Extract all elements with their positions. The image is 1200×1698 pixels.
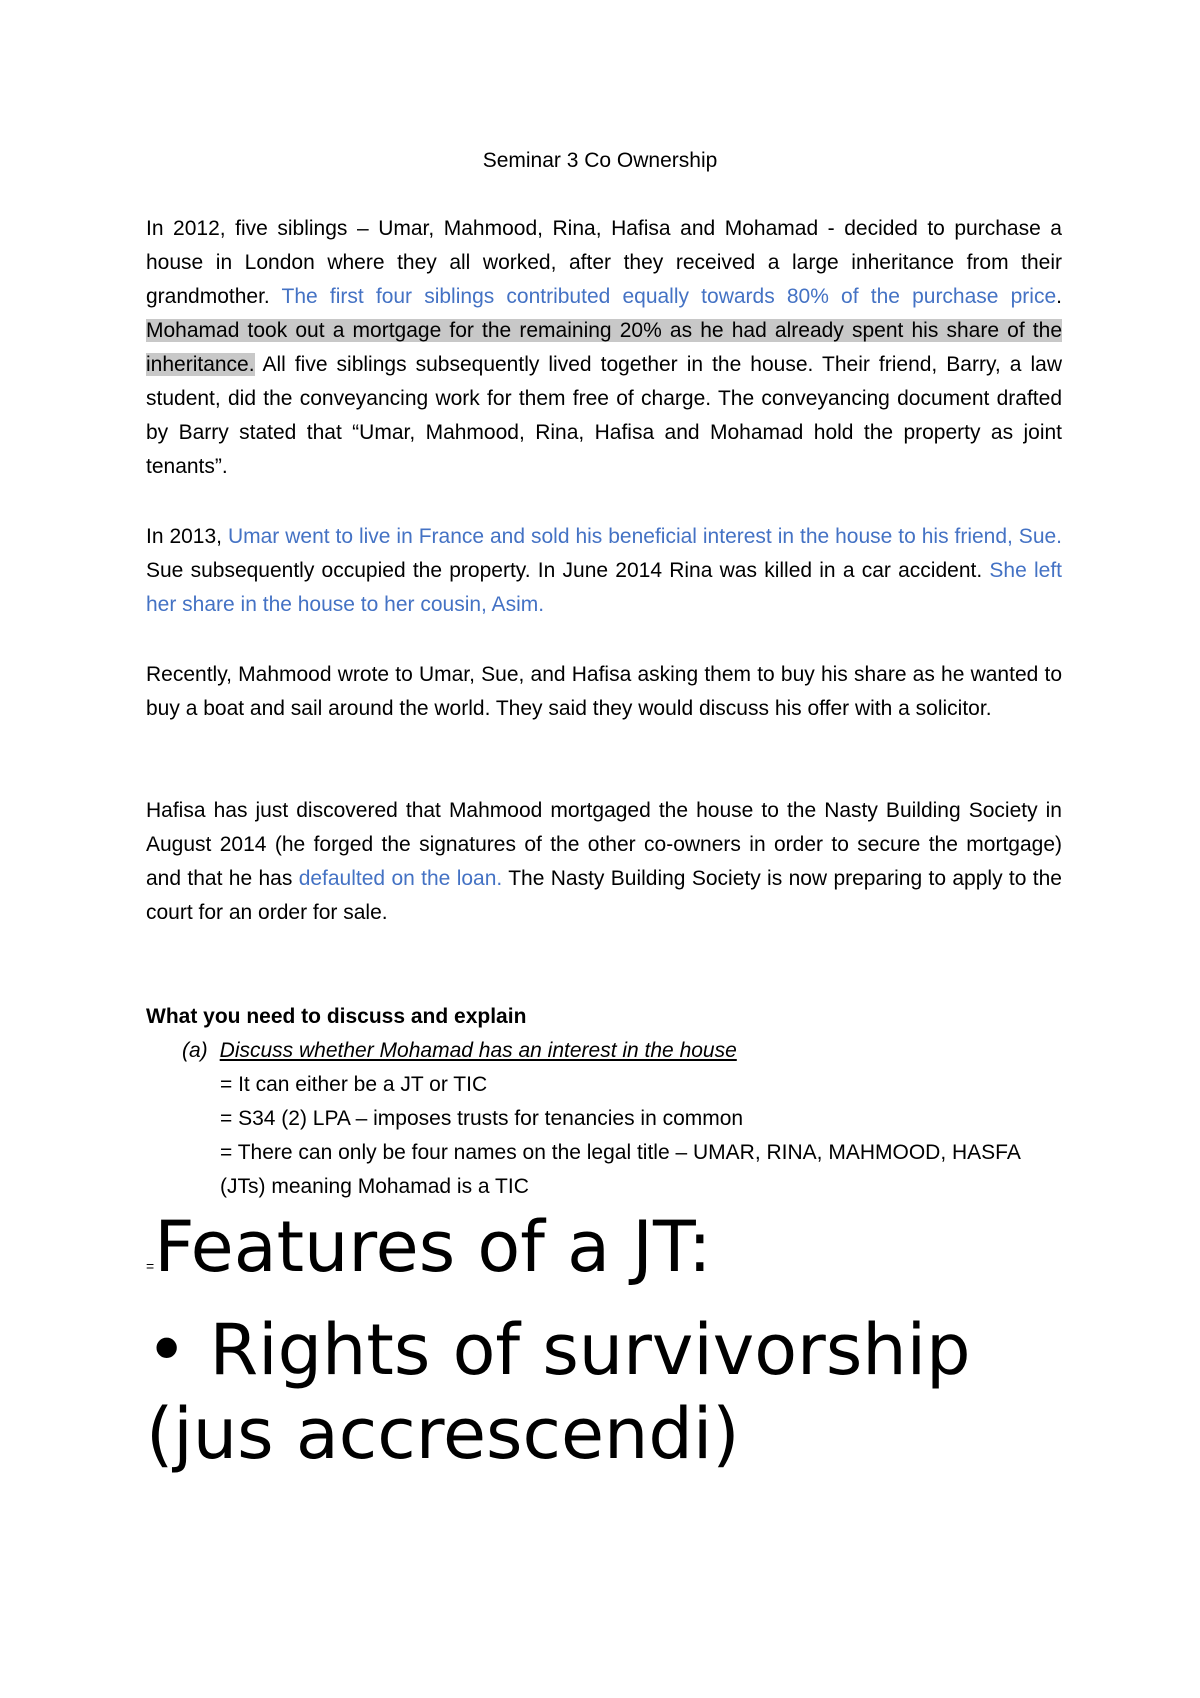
highlighted-text-mortgage: Mohamad took out a mortgage for the remaining 20% as he had already spent his share of the inheritance. [146, 319, 1062, 376]
blue-text-contribution: The first four siblings contributed equally towards 80% of the purchase price [281, 285, 1057, 308]
paragraph-facts-umar-rina [146, 520, 1062, 622]
paragraph-facts-purchase [146, 212, 1062, 484]
blue-text-rina-will: She left her share in the house to her cousin, Asim. [146, 559, 1063, 616]
answer-notes [220, 1068, 1062, 1204]
paragraph-text: Sue subsequently occupied the property. In June 2014 Rina was killed in a car accident. [146, 559, 990, 582]
question-a [182, 1034, 737, 1068]
big-line-jus-accrescendi: (jus accrescendi) [146, 1393, 740, 1475]
pasted-slide-text [146, 1205, 1146, 1476]
paragraph-text: The Nasty Building Society is now preparing to apply to the court for an order for sale. [146, 867, 1062, 924]
big-line-features [146, 1205, 1146, 1308]
note-line: = There can only be four names on the legal title – UMAR, RINA, MAHMOOD, HASFA (JTs) meaning Mohamad is a TIC [220, 1141, 1020, 1198]
note-line: = S34 (2) LPA – imposes trusts for tenancies in common [220, 1107, 744, 1130]
paragraph-text: Hafisa has just discovered that Mahmood mortgaged the house to the Nasty Building Society in August 2014 (he forged the signatures of the other co-owners in order to secure the mortgage) and that he has [146, 799, 1062, 890]
question-label: (a) [182, 1039, 208, 1062]
paragraph-text: All five siblings subsequently lived together in the house. Their friend, Barry, a law student, did the conveyancing work for them free of charge. The conveyancing document drafted by Barry stated that “Umar, Mahmood, Rina, Hafisa and Mohamad hold the property as joint tenants”. [146, 353, 1062, 478]
features-heading: Features of a JT: [154, 1206, 712, 1288]
paragraph-text: In 2013, [146, 525, 228, 548]
paragraph-text: In 2012, five siblings – Umar, Mahmood, Rina, Hafisa and Mohamad - decided to purchase a house in London where they all worked, after they received a large inheritance from their grandmother. [146, 217, 1062, 308]
section-heading: What you need to discuss and explain [146, 1005, 527, 1028]
small-equals-prefix: = [146, 1258, 155, 1274]
blue-text-umar-sale: Umar went to live in France and sold his beneficial interest in the house to his friend, Sue. [227, 525, 1063, 548]
question-text: Discuss whether Mohamad has an interest in the house [219, 1039, 737, 1062]
note-line: = It can either be a JT or TIC [220, 1073, 488, 1096]
paragraph-facts-mortgage-default [146, 794, 1062, 930]
blue-text-default: defaulted on the loan. [298, 867, 503, 890]
paragraph-text: . [1056, 285, 1062, 308]
big-line-survivorship: • Rights of survivorship [146, 1309, 971, 1391]
page-title: Seminar 3 Co Ownership [482, 149, 718, 172]
paragraph-facts-mahmood-offer: Recently, Mahmood wrote to Umar, Sue, and Hafisa asking them to buy his share as he wanted to buy a boat and sail around the world. They said they would discuss his offer with a solicitor. [146, 663, 1062, 720]
